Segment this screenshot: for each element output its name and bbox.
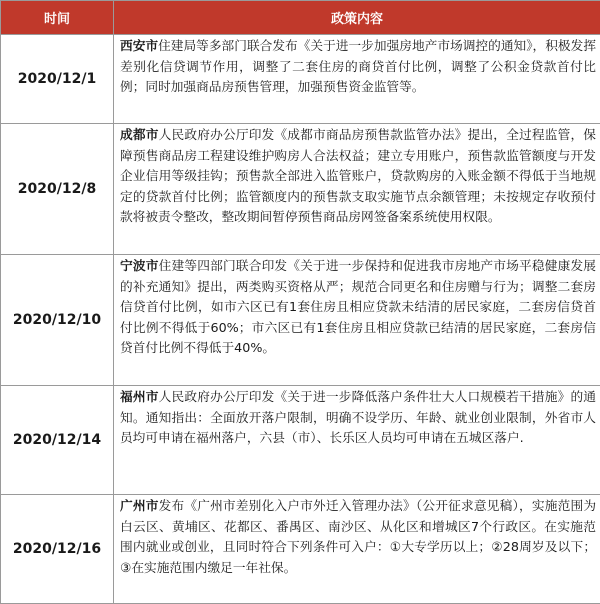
row-city: 宁波市 <box>120 258 159 273</box>
row-city: 成都市 <box>120 127 159 142</box>
row-content <box>114 35 600 124</box>
row-city: 福州市 <box>120 389 159 404</box>
row-date: 2020/12/1 <box>1 35 114 124</box>
table-row <box>1 35 600 124</box>
row-content <box>114 124 600 255</box>
table-row <box>1 255 600 386</box>
header-content: 政策内容 <box>114 1 600 35</box>
row-text: 住建等四部门联合印发《关于进一步保持和促进我市房地产市场平稳健康发展的补充通知》提出，两类购买资格从严；规范合同更名和住房赠与行为；调整二套房信贷首付比例，如市六区已有1套住房且相应贷款未结清的居民家庭，二套房信贷首付比例不得低于60%；市六区已有1套住房且相应贷款已结清的居民家庭，二套房信贷首付比例不得低于40%。 <box>120 258 596 355</box>
row-content <box>114 495 600 604</box>
row-city: 西安市 <box>120 38 158 53</box>
row-text: 住建局等多部门联合发布《关于进一步加强房地产市场调控的通知》，积极发挥差别化信贷调节作用，调整了二套住房的商贷首付比例，调整了公积金贷款首付比例；同时加强商品房预售管理，加强预售资金监管等。 <box>120 38 596 94</box>
header-row <box>1 1 600 35</box>
row-date: 2020/12/10 <box>1 255 114 386</box>
row-date: 2020/12/16 <box>1 495 114 604</box>
row-date: 2020/12/8 <box>1 124 114 255</box>
row-text: 发布《广州市差别化入户市外迁入管理办法》（公开征求意见稿），实施范围为白云区、黄埔区、花都区、番禺区、南沙区、从化区和增城区7个行政区。在实施范围内就业或创业，且同时符合下列条件可入户：①大专学历以上；②28周岁及以下；③在实施范围内缴足一年社保。 <box>120 498 596 575</box>
row-city: 广州市 <box>120 498 159 513</box>
row-content <box>114 255 600 386</box>
row-content <box>114 386 600 495</box>
row-date: 2020/12/14 <box>1 386 114 495</box>
table-row <box>1 124 600 255</box>
table-row <box>1 386 600 495</box>
row-text: 人民政府办公厅印发《关于进一步降低落户条件壮大人口规模若干措施》的通知。通知指出：全面放开落户限制，明确不设学历、年龄、就业创业限制，外省市人员均可申请在福州落户，六县（市）、长乐区人员均可申请在五城区落户. <box>120 389 596 445</box>
row-text: 人民政府办公厅印发《成都市商品房预售款监管办法》提出，全过程监管，保障预售商品房工程建设维护购房人合法权益；建立专用账户，预售款监管额度与开发企业信用等级挂钩；预售款全部进入监管账户，贷款购房的入账金额不得低于当地规定的贷款首付比例；监管额度内的预售款支取实施节点余额管理；未按规定存收预付款将被责令整改，整改期间暂停预售商品房网签备案系统使用权限。 <box>120 127 596 224</box>
header-date: 时间 <box>1 1 114 35</box>
table-row <box>1 495 600 604</box>
